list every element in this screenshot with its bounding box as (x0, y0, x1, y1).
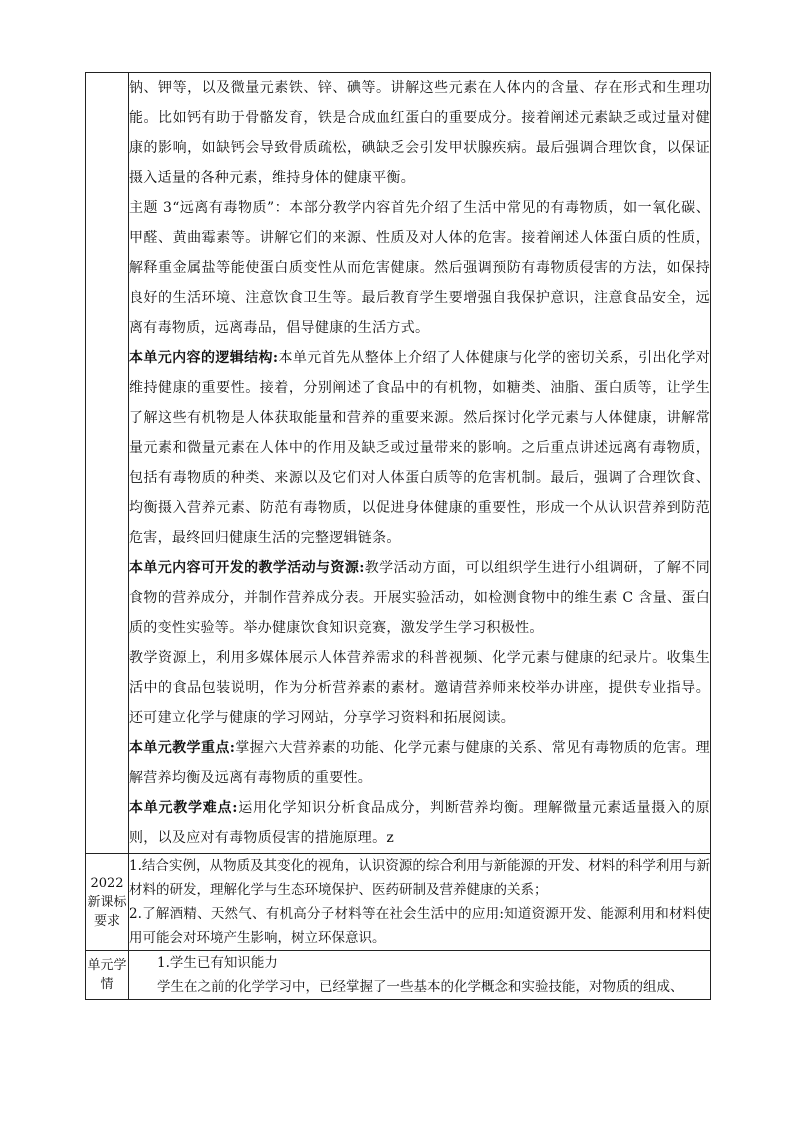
standards-item-1: 1.结合实例，从物质及其变化的视角，认识资源的综合利用与新能源的开发、材料的科学利用与新材料的研发，理解化学与生态环境保护、医药研制及营养健康的关系； (129, 858, 710, 898)
difficulties-heading: 本单元教学难点: (129, 800, 238, 816)
content-row (86, 73, 711, 854)
content-paragraph-4: 本单元内容可开发的教学活动与资源:教学活动方面，可以组织学生进行小组调研，了解不同食物的营养成分，并制作营养成分表。开展实验活动，如检测食物中的维生素 C 含量、蛋白质的变性实验等。举办健康饮食知识竞赛，激发学生学习积极性。 (129, 560, 710, 636)
content-paragraph-2: 主题 3“远离有毒物质”：本部分教学内容首先介绍了生活中常见的有毒物质，如一氧化碳、甲醛、黄曲霉素等。讲解它们的来源、性质及对人体的危害。接着阐述人体蛋白质的性质，解释重金属盐等能使蛋白质变性从而危害健康。然后强调预防有毒物质侵害的方法，如保持良好的生活环境、注意饮食卫生等。最后教育学生要增强自我保护意识，注意食品安全，远离有毒物质，远离毒品，倡导健康的生活方式。 (129, 200, 710, 336)
learning-text: 学生在之前的化学学习中，已经掌握了一些基本的化学概念和实验技能，对物质的组成、 (157, 979, 684, 995)
unit-content-cell (129, 73, 711, 854)
content-paragraph-3: 本单元内容的逻辑结构:本单元首先从整体上介绍了人体健康与化学的密切关系，引出化学对维持健康的重要性。接着，分别阐述了食品中的有机物，如糖类、油脂、蛋白质等，让学生了解这些有机物是人体获取能量和营养的重要来源。然后探讨化学元素与人体健康，讲解常量元素和微量元素在人体中的作用及缺乏或过量带来的影响。之后重点讲述远离有毒物质，包括有毒物质的种类、来源以及它们对人体蛋白质等的危害机制。最后，强调了合理饮食、均衡摄入营养元素、防范有毒物质，以促进身体健康的重要性，形成一个从认识营养到防范危害，最终回归健康生活的完整逻辑链条。 (129, 350, 711, 546)
standards-label: 2022新课标要求 (86, 854, 129, 951)
content-paragraph-1: 钠、钾等，以及微量元素铁、锌、碘等。讲解这些元素在人体内的含量、存在形式和生理功能。比如钙有助于骨骼发育，铁是合成血红蛋白的重要成分。接着阐述元素缺乏或过量对健康的影响，如缺钙会导致骨质疏松，碘缺乏会引发甲状腺疾病。最后强调合理饮食，以保证摄入适量的各种元素，维持身体的健康平衡。 (129, 80, 710, 186)
activities-heading: 本单元内容可开发的教学活动与资源: (129, 560, 365, 576)
key-points-heading: 本单元教学重点: (129, 740, 236, 756)
learning-cell (129, 951, 711, 1000)
standards-cell (129, 854, 711, 951)
learning-row (86, 951, 711, 1000)
standards-item-2: 2.了解酒精、天然气、有机高分子材料等在社会生活中的应用:知道资源开发、能源利用和材料使用可能会对环境产生影响，树立环保意识。 (129, 906, 710, 946)
content-paragraph-5: 教学资源上，利用多媒体展示人体营养需求的科普视频、化学元素与健康的纪录片。收集生活中的食品包装说明，作为分析营养素的素材。邀请营养师来校举办讲座，提供专业指导。还可建立化学与健康的学习网站，分享学习资料和拓展阅读。 (129, 650, 710, 726)
learning-heading: 1.学生已有知识能力 (157, 955, 278, 971)
standards-row (86, 854, 711, 951)
content-paragraph-6: 本单元教学重点:掌握六大营养素的功能、化学元素与健康的关系、常见有毒物质的危害。理解营养均衡及远离有毒物质的重要性。 (129, 740, 710, 786)
lesson-plan-table (85, 72, 711, 1000)
learning-label: 单元学情 (86, 951, 129, 1000)
logic-structure-heading: 本单元内容的逻辑结构: (129, 350, 279, 366)
empty-label-cell (86, 73, 129, 854)
content-paragraph-7: 本单元教学难点:运用化学知识分析食品成分，判断营养均衡。理解微量元素适量摄入的原则，以及应对有毒物质侵害的措施原理。z (129, 800, 710, 846)
